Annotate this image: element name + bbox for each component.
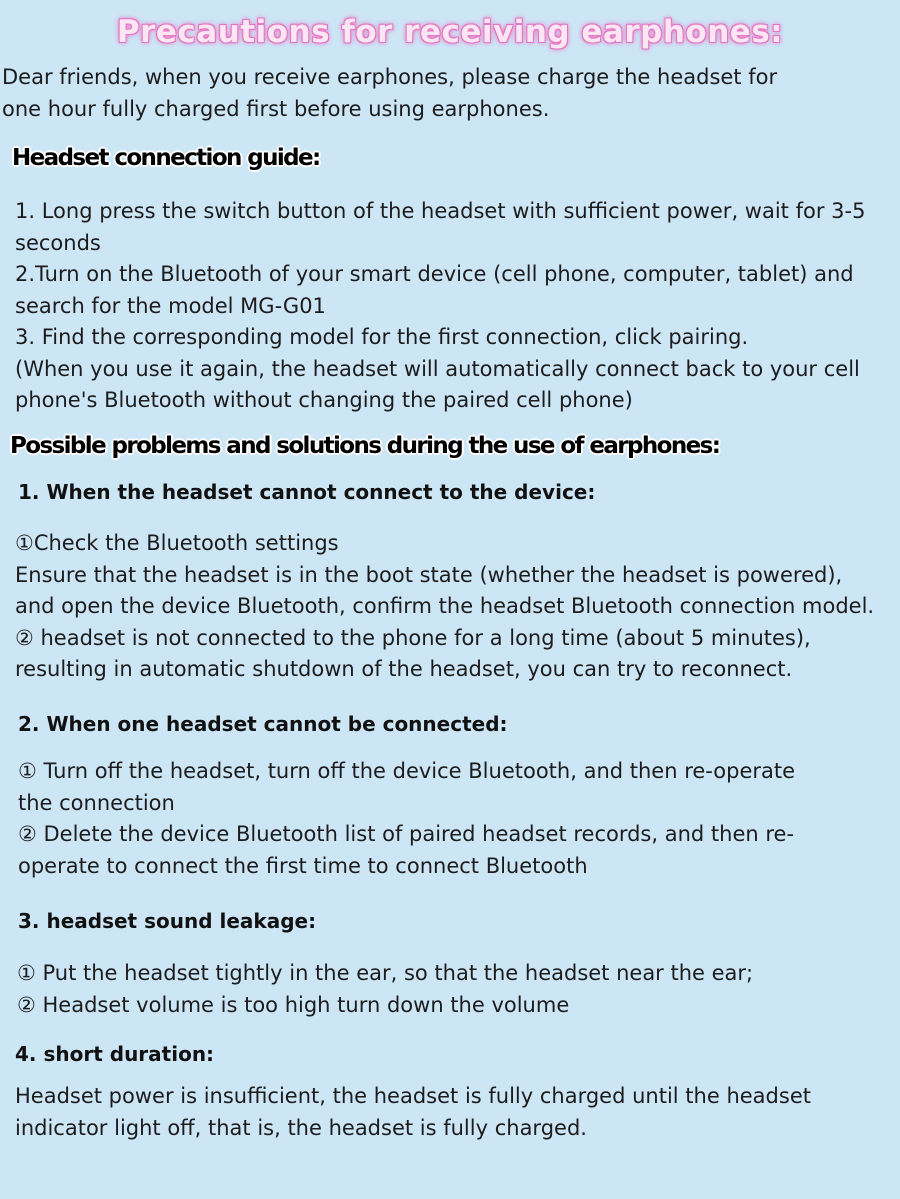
problem-3-title: 3. headset sound leakage: xyxy=(18,909,317,933)
problem-3-solution: ① Put the headset tightly in the ear, so that the headset near the ear; ② Headset volume is too high turn down the volume xyxy=(17,961,754,1017)
page-title: Precautions for receiving earphones: xyxy=(116,14,784,50)
problem-4-title: 4. short duration: xyxy=(15,1042,215,1066)
intro-paragraph: Dear friends, when you receive earphones, please charge the headset for one hour fully charged first before using earphones. xyxy=(2,65,778,121)
connection-guide-heading: Headset connection guide: xyxy=(12,145,320,171)
problem-4-solution: Headset power is insufficient, the headset is fully charged until the headset indicator light off, that is, the headset is fully charged. xyxy=(15,1084,811,1140)
problem-2-solution: ① Turn off the headset, turn off the device Bluetooth, and then re-operate the connection ② Delete the device Bluetooth list of paired headset records, and then re- operate to connect the first time to connect Bluetooth xyxy=(18,759,796,878)
problem-1-solution: ①Check the Bluetooth settings Ensure that the headset is in the boot state (whether the headset is powered), and open the device Bluetooth, confirm the headset Bluetooth connection model. ② headset is not connected to the phone for a long time (about 5 minutes), resulting in automatic shutdown of the headset, you can try to reconnect. xyxy=(15,531,875,681)
problem-1-title: 1. When the headset cannot connect to the device: xyxy=(18,480,596,504)
problem-2-title: 2. When one headset cannot be connected: xyxy=(18,712,508,736)
problems-heading: Possible problems and solutions during the use of earphones: xyxy=(10,433,720,459)
connection-guide-steps: 1. Long press the switch button of the headset with sufficient power, wait for 3-5 seconds 2.Turn on the Bluetooth of your smart device (cell phone, computer, tablet) and search for the model MG-G01 3. Find the corresponding model for the first connection, click pairing. (When you use it again, the headset will automatically connect back to your cell phone's Bluetooth without changing the paired cell phone) xyxy=(15,199,866,412)
